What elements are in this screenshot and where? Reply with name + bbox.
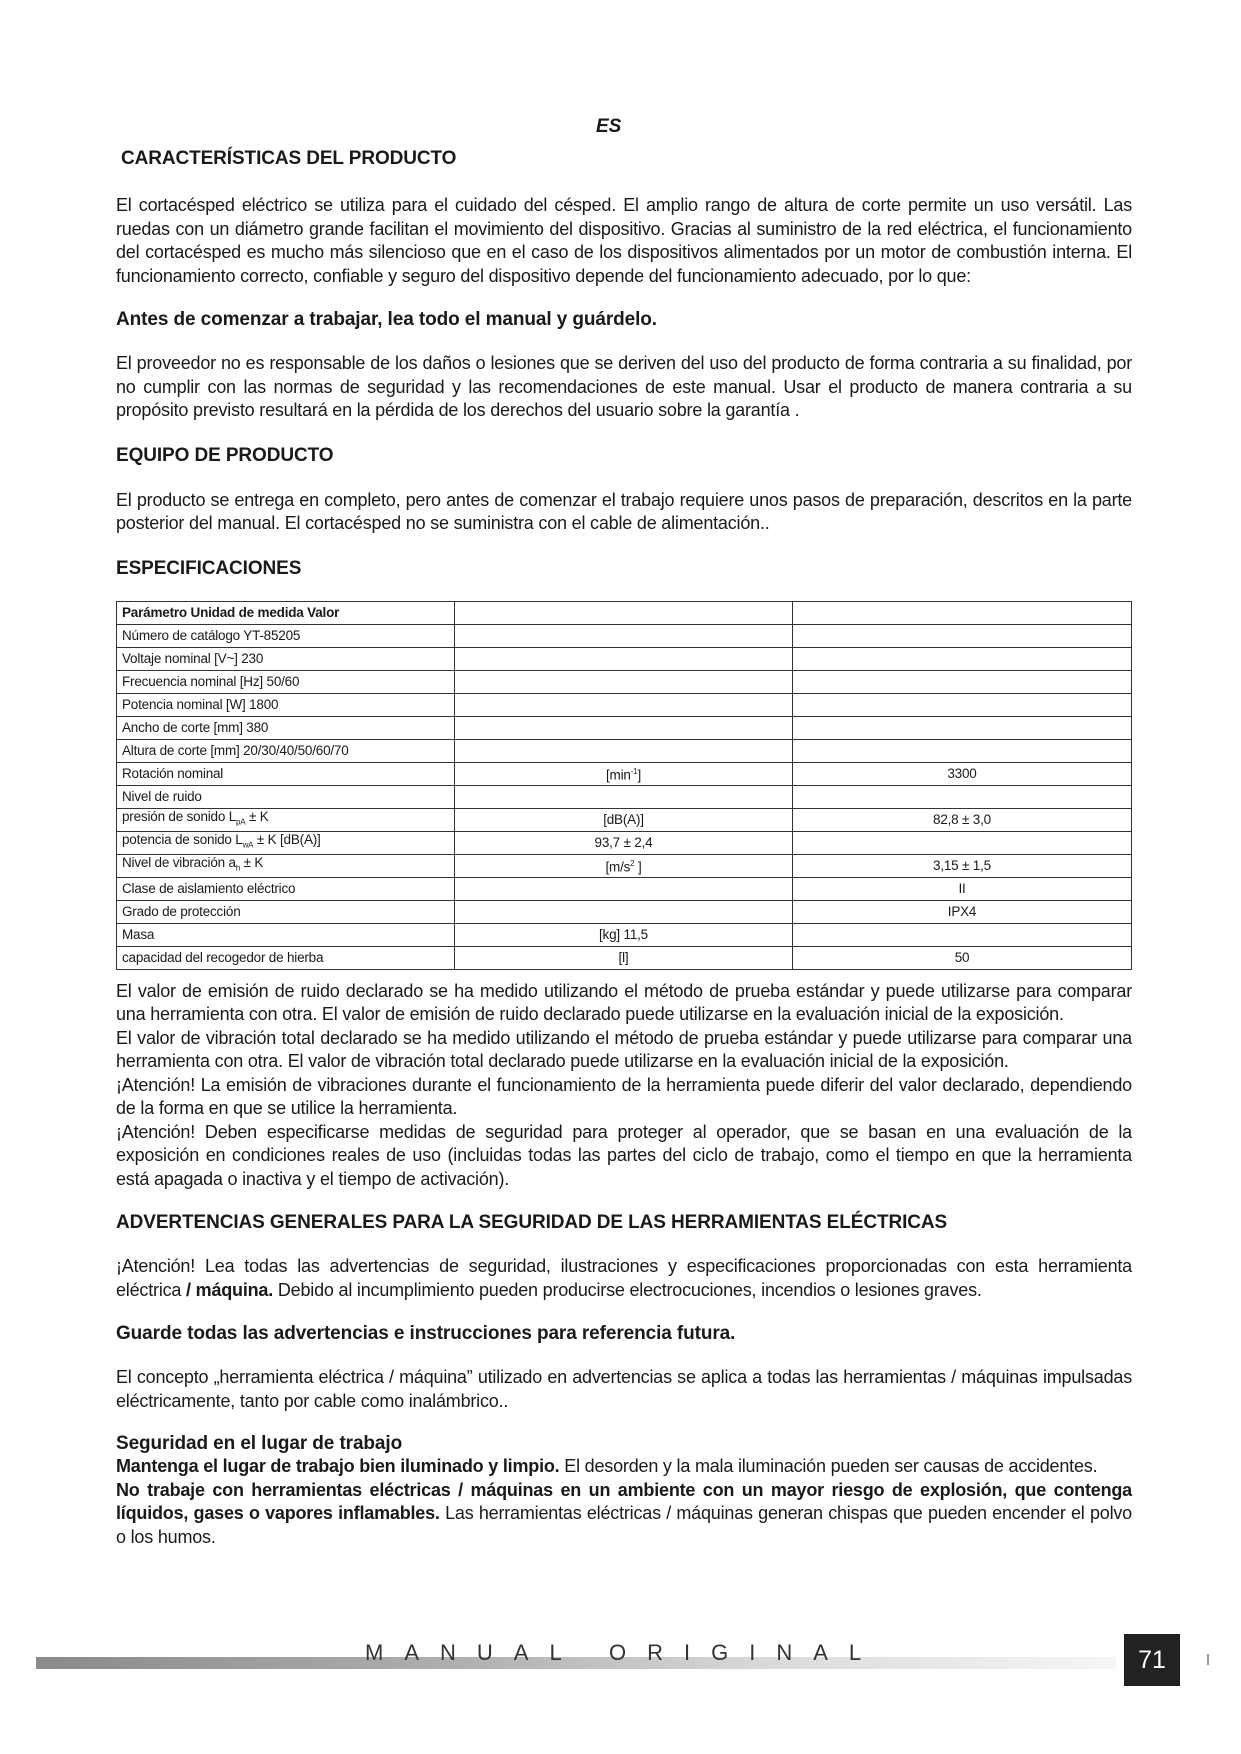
param-cell: Clase de aislamiento eléctrico	[117, 877, 455, 900]
equipment-paragraph: El producto se entrega en completo, pero antes de comenzar el trabajo requiere unos pasos de preparación, descritos en la parte posterior del manual. El cortacésped no se suministra con el cable de alimentación..	[116, 489, 1132, 533]
unit-cell: [l]	[455, 946, 793, 969]
table-row	[117, 877, 1132, 900]
value-cell: 50	[793, 946, 1132, 969]
section-title-specs: ESPECIFICACIONES	[116, 557, 302, 579]
table-row	[117, 647, 1132, 670]
section-title-general-warnings: ADVERTENCIAS GENERALES PARA LA SEGURIDAD DE LAS HERRAMIENTAS ELÉCTRICAS	[116, 1212, 948, 1233]
table-row	[117, 854, 1132, 877]
liability-paragraph: El proveedor no es responsable de los daños o lesiones que se deriven del uso del producto de forma contraria a su finalidad, por no cumplir con las normas de seguridad y las recomendaciones de este manual. Usar el producto de manera contraria a su propósito previsto resultará en la pérdida de los derechos del usuario sobre la garantía .	[116, 353, 1132, 420]
table-row	[117, 762, 1132, 785]
section-title-features: CARACTERÍSTICAS DEL PRODUCTO	[121, 148, 457, 169]
table-row	[117, 670, 1132, 693]
footer-manual-label: MANUAL ORIGINAL	[365, 1640, 883, 1665]
param-cell: Nivel de vibración $a_h \pm K$	[117, 854, 455, 877]
section-title-equipment: EQUIPO DE PRODUCTO	[116, 444, 334, 466]
table-row	[117, 716, 1132, 739]
table-row	[117, 601, 1132, 624]
unit-cell: 93,7 ± 2,4	[455, 831, 793, 854]
read-manual-note: Antes de comenzar a trabajar, lea todo el manual y guárdelo.	[116, 309, 657, 330]
keep-instructions-note: Guarde todas las advertencias e instrucciones para referencia futura.	[116, 1323, 736, 1344]
table-row	[117, 900, 1132, 923]
param-cell: Altura de corte [mm] 20/30/40/50/60/70	[117, 739, 455, 762]
param-cell: Potencia nominal [W] 1800	[117, 693, 455, 716]
section-title-workplace-safety: Seguridad en el lugar de trabajo	[116, 1433, 403, 1454]
page-number: 71	[1124, 1634, 1180, 1686]
param-cell: Frecuencia nominal [Hz] 50/60	[117, 670, 455, 693]
unit-cell: [kg] 11,5	[455, 923, 793, 946]
table-row	[117, 831, 1132, 854]
value-cell: 3,15 ± 1,5	[793, 854, 1132, 877]
unit-cell: $[\min^{-1}]$	[455, 762, 793, 785]
vibration-warning: ¡Atención! La emisión de vibraciones durante el funcionamiento de la herramienta puede diferir del valor declarado, dependiendo de la forma en que se utilice la herramienta.	[116, 1074, 1132, 1118]
value-cell: II	[793, 877, 1132, 900]
language-code: ES	[596, 116, 622, 137]
features-paragraph: El cortacésped eléctrico se utiliza para el cuidado del césped. El amplio rango de altura de corte permite un uso versátil. Las ruedas con un diámetro grande facilitan el movimiento del dispositivo. Gracias al suministro de la red eléctrica, el funcionamiento del cortacésped es mucho más silencioso que en el caso de los dispositivos alimentados por un motor de combustión interna. El funcionamiento correcto, confiable y seguro del dispositivo depende del funcionamiento adecuado, por lo que:	[116, 195, 1132, 286]
table-row	[117, 785, 1132, 808]
param-cell: Nivel de ruido	[117, 785, 455, 808]
param-cell: Voltaje nominal [V~] 230	[117, 647, 455, 670]
param-cell: presión de sonido $L_{pA} \pm K$	[117, 808, 455, 831]
param-cell: Número de catálogo YT-85205	[117, 624, 455, 647]
param-cell: capacidad del recogedor de hierba	[117, 946, 455, 969]
workplace-light-paragraph: Mantenga el lugar de trabajo bien iluminado y limpio. El desorden y la mala iluminación pueden ser causas de accidentes.	[116, 1456, 1098, 1476]
spec-table	[116, 601, 1132, 970]
unit-cell: [dB(A)]	[455, 808, 793, 831]
table-row	[117, 808, 1132, 831]
table-row	[117, 923, 1132, 946]
table-row	[117, 693, 1132, 716]
explosive-atmosphere-paragraph: No trabaje con herramientas eléctricas / máquinas en un ambiente con un mayor riesgo de explosión, que contenga líquidos, gases o vapores inflamables. Las herramientas eléctricas / máquinas generan chispas que pueden encender el polvo o los humos.	[116, 1479, 1132, 1547]
safety-measures-warning: ¡Atención! Deben especificarse medidas de seguridad para proteger al operador, que se basan en una evaluación de la exposición en condiciones reales de uso (incluidas todas las partes del ciclo de trabajo, como el tiempo en que la herramienta está apagada o inactiva y el tiempo de activación).	[116, 1121, 1132, 1189]
edge-mark	[1207, 1654, 1209, 1665]
param-cell: potencia de sonido $L_{wA} \pm K$ [dB(A)]	[117, 831, 455, 854]
param-cell: Grado de protección	[117, 900, 455, 923]
unit-cell: [$m/s^2$ ]	[455, 854, 793, 877]
table-row	[117, 624, 1132, 647]
table-row	[117, 739, 1132, 762]
table-header-cell: Parámetro Unidad de medida Valor	[117, 601, 455, 624]
read-warnings-paragraph: ¡Atención! Lea todas las advertencias de seguridad, ilustraciones y especificaciones proporcionadas con esta herramienta eléctrica / máquina. Debido al incumplimiento pueden producirse electrocuciones, incendios o lesiones graves.	[116, 1256, 1132, 1300]
param-cell: Masa	[117, 923, 455, 946]
power-tool-concept-paragraph: El concepto „herramienta eléctrica / máquina” utilizado en advertencias se aplica a todas las herramientas / máquinas impulsadas eléctricamente, tanto por cable como inalámbrico..	[116, 1367, 1132, 1411]
vibration-paragraph: El valor de vibración total declarado se ha medido utilizando el método de prueba estándar y puede utilizarse para comparar una herramienta con otra. El valor de vibración total declarado puede utilizarse en la evaluación inicial de la exposición.	[116, 1027, 1132, 1071]
value-cell: IPX4	[793, 900, 1132, 923]
noise-emission-paragraph: El valor de emisión de ruido declarado se ha medido utilizando el método de prueba estándar y puede utilizarse para comparar una herramienta con otra. El valor de emisión de ruido declarado puede utilizarse en la evaluación inicial de la exposición.	[116, 980, 1132, 1024]
param-cell: Ancho de corte [mm] 380	[117, 716, 455, 739]
param-cell: Rotación nominal	[117, 762, 455, 785]
value-cell: 3300	[793, 762, 1132, 785]
page-content	[116, 148, 1132, 1549]
table-row	[117, 946, 1132, 969]
value-cell: 82,8 ± 3,0	[793, 808, 1132, 831]
